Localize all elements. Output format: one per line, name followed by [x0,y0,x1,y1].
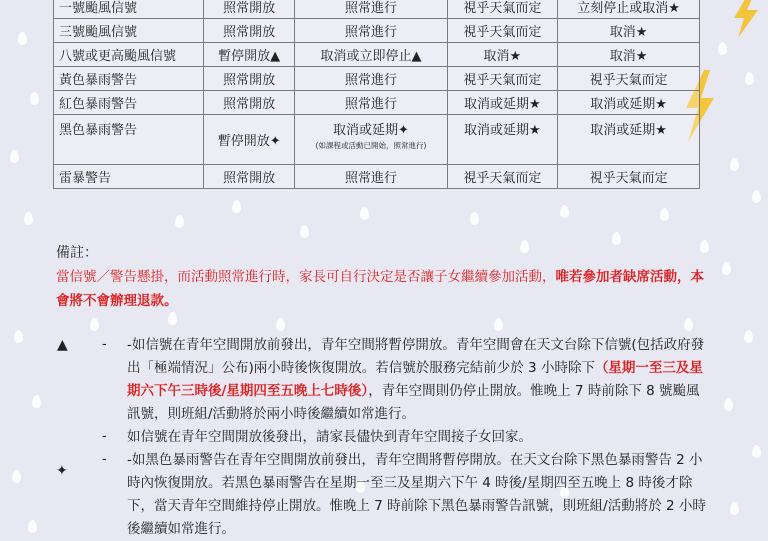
table-cell: 視乎天氣而定 [447,165,558,189]
signal-name: 黑色暴雨警告 [54,115,204,165]
table-cell: 視乎天氣而定 [447,0,558,19]
table-cell: 取消★ [447,43,558,67]
weather-arrangement-table [53,0,700,189]
table-cell: 照常進行 [295,0,447,19]
table-cell: 照常開放 [204,67,295,91]
table-cell: 取消或延期★ [447,91,558,115]
triangle-marker-icon: ▲ [57,337,68,353]
table-cell: 視乎天氣而定 [558,165,700,189]
signal-name: 雷暴警告 [54,165,204,189]
signal-name: 一號颱風信號 [54,0,204,19]
paragraph-text: ，青年空間則仍停止開放。惟晚上 7 時前除下 8 號颱風訊號，則班組/活動將於兩小時後繼續如常進行。 [127,383,700,422]
table-row [54,19,700,43]
refund-warning [56,265,711,313]
table-cell: 照常開放 [204,19,295,43]
remarks-title: 備註： [56,245,98,261]
typhoon-signal-paragraph [127,334,712,426]
list-dash: - [102,337,107,352]
cell-footnote: (如課程或活動已開始，照常進行) [315,141,427,150]
table-row [54,0,700,19]
paragraph-text: -如信號在青年空間開放前發出，青年空間將暫停開放。青年空間會在天文台除下信號(包括政府發出「極端情況」公布)兩小時後恢復開放。若信號於服務完結前少於 3 小時除下 [127,337,705,376]
table-cell: 取消或延期★ [558,115,700,165]
signal-name: 紅色暴雨警告 [54,91,204,115]
table-cell: 照常開放 [204,91,295,115]
signal-name: 黃色暴雨警告 [54,67,204,91]
star-marker-icon: ✦ [56,463,68,479]
highlighted-time-text: （星期一至三及星期六下午三時後/星期四至五晚上七時後） [127,360,703,399]
cell-main-text: 取消或延期✦ [333,123,409,138]
black-rainstorm-paragraph: -如黑色暴雨警告在青年空間開放前發出，青年空間將暫停開放。在天文台除下黑色暴雨警告 2 小時內恢復開放。若黑色暴雨警告在星期一至三及星期六下午 4 時後/星期四至五晚上 8 時後才除下，當天青年空間維持停止開放。惟晚上 7 時前除下黑色暴雨警告訊號，則班組/活動將於 2 小時後繼續如常進行。 [127,452,706,537]
list-dash: - [102,429,107,444]
table-cell: 取消或延期★ [447,115,558,165]
table-cell: 取消★ [558,43,700,67]
table-cell: 視乎天氣而定 [447,67,558,91]
table-row [54,67,700,91]
table-row [54,165,700,189]
warning-bold-text: 唯若參加者缺席活動，本會將不會辦理退款。 [56,269,704,309]
table-cell: 照常進行 [295,19,447,43]
table-cell: 視乎天氣而定 [558,67,700,91]
signal-after-opening-paragraph: 如信號在青年空間開放後發出，請家長儘快到青年空間接子女回家。 [127,429,532,445]
lightning-bolt-icon [728,0,762,38]
table-row [54,91,700,115]
table-cell: 取消或立即停止▲ [295,43,447,67]
signal-name: 八號或更高颱風信號 [54,43,204,67]
table-row [54,43,700,67]
signal-name: 三號颱風信號 [54,19,204,43]
table-cell: 照常進行 [295,165,447,189]
table-cell [295,115,447,165]
warning-text: 當信號／警告懸掛，而活動照常進行時，家長可自行決定是否讓子女繼續參加活動， [56,269,556,285]
table-cell: 照常開放 [204,0,295,19]
list-dash: - [102,452,107,467]
table-row [54,115,700,165]
table-cell: 暫停開放▲ [204,43,295,67]
table-cell: 取消★ [558,19,700,43]
table-cell: 暫停開放✦ [204,115,295,165]
table-cell: 照常進行 [295,91,447,115]
table-cell: 視乎天氣而定 [447,19,558,43]
table-cell: 立刻停止或取消★ [558,0,700,19]
table-cell: 照常進行 [295,67,447,91]
table-cell: 取消或延期★ [558,91,700,115]
table-cell: 照常開放 [204,165,295,189]
